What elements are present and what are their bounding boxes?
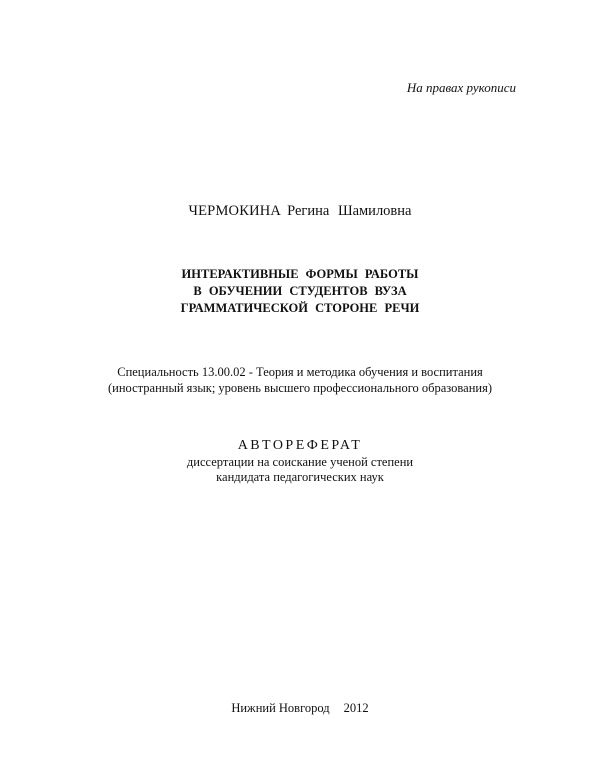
title-line: В ОБУЧЕНИИ СТУДЕНТОВ ВУЗА [193, 284, 407, 298]
dissertation-title [0, 266, 600, 317]
abstract-line: кандидата педагогических наук [216, 470, 384, 484]
specialty-line: Специальность 13.00.02 - Теория и методика обучения и воспитания [117, 365, 483, 379]
title-line: ИНТЕРАКТИВНЫЕ ФОРМЫ РАБОТЫ [181, 267, 419, 281]
abstract-block [0, 438, 600, 486]
title-line: ГРАММАТИЧЕСКОЙ СТОРОНЕ РЕЧИ [180, 301, 420, 315]
city: Нижний Новгород [231, 701, 330, 715]
manuscript-note: На правах рукописи [406, 80, 516, 95]
author-name [0, 203, 600, 220]
abstract-heading: АВТОРЕФЕРАТ [237, 438, 363, 453]
specialty-line: (иностранный язык; уровень высшего профессионального образования) [108, 381, 492, 395]
specialty-block [0, 364, 600, 396]
abstract-line: диссертации на соискание ученой степени [186, 454, 414, 469]
year: 2012 [343, 701, 369, 715]
place-and-year [0, 701, 600, 716]
author-given-names: Регина Шамиловна [287, 203, 412, 219]
author-surname: ЧЕРМОКИНА [188, 203, 282, 219]
